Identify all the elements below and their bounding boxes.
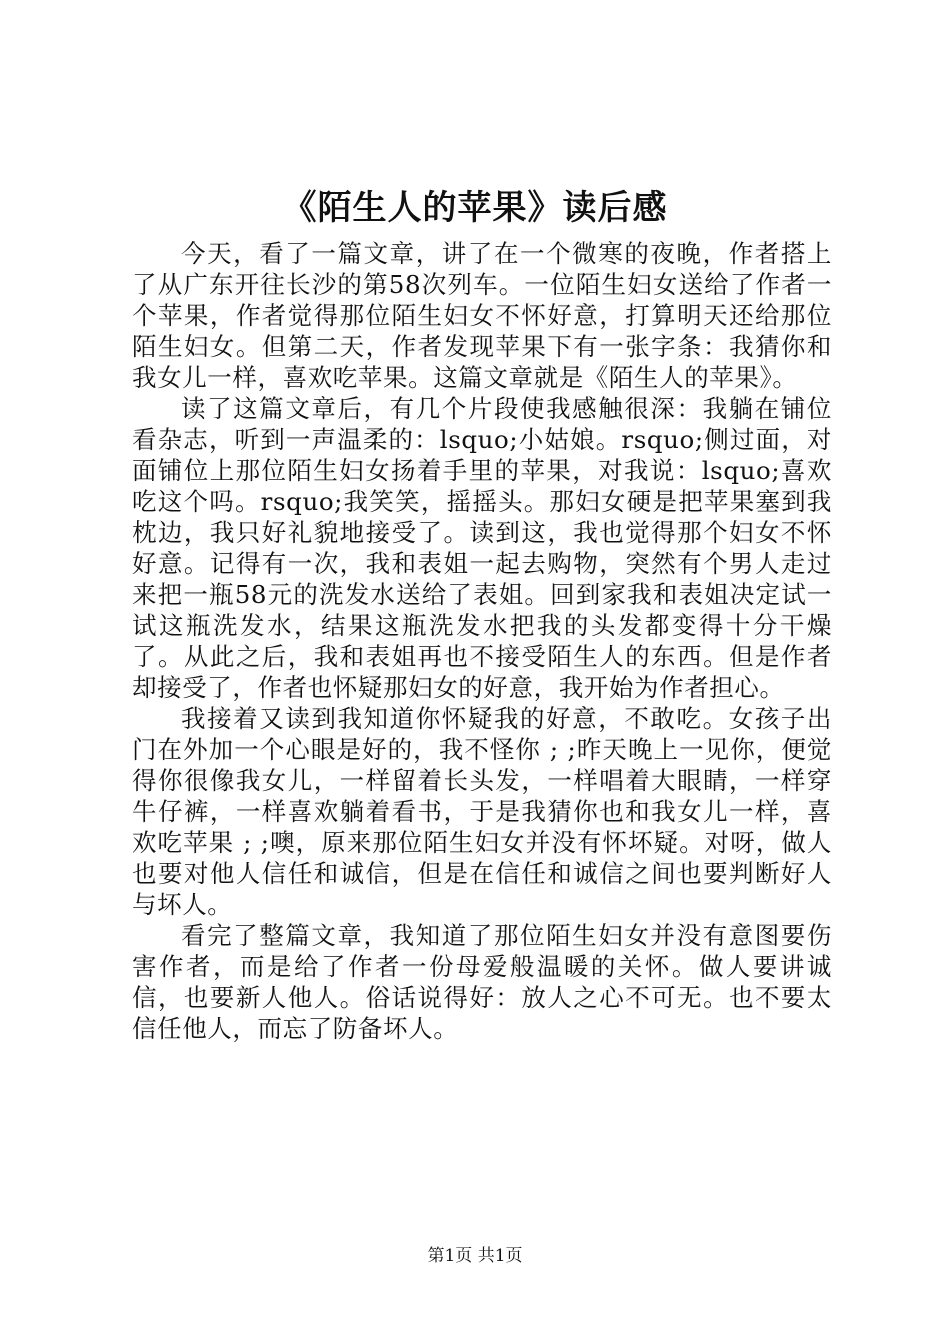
document-title: 《陌生人的苹果》读后感 [282, 188, 668, 228]
paragraph-2: 读了这篇文章后，有几个片段使我感触很深：我躺在铺位看杂志，听到一声温柔的：lsquo;小姑娘。rsquo;侧过面，对面铺位上那位陌生妇女扬着手里的苹果，对我说：lsquo;喜欢吃这个吗。rsquo;我笑笑，摇摇头。那妇女硬是把苹果塞到我枕边，我只好礼貌地接受了。读到这，我也觉得那个妇女不怀好意。记得有一次，我和表姐一起去购物，突然有个男人走过来把一瓶58元的洗发水送给了表姐。回到家我和表姐决定试一试这瓶洗发水，结果这瓶洗发水把我的头发都变得十分干燥了。从此之后，我和表姐再也不接受陌生人的东西。但是作者却接受了，作者也怀疑那妇女的好意，我开始为作者担心。 [132, 394, 832, 702]
paragraph-4: 看完了整篇文章，我知道了那位陌生妇女并没有意图要伤害作者，而是给了作者一份母爱般温暖的关怀。做人要讲诚信，也要新人他人。俗话说得好：放人之心不可无。也不要太信任他人，而忘了防备坏人。 [132, 921, 832, 1043]
document-body [132, 238, 832, 1044]
page-footer: 第1页 共1页 [427, 1246, 523, 1266]
paragraph-3: 我接着又读到我知道你怀疑我的好意，不敢吃。女孩子出门在外加一个心眼是好的，我不怪你 ; ;昨天晚上一见你，便觉得你很像我女儿，一样留着长头发，一样唱着大眼睛，一样穿牛仔裤，一样喜欢躺着看书，于是我猜你也和我女儿一样，喜欢吃苹果 ; ;噢，原来那位陌生妇女并没有怀坏疑。对呀，做人也要对他人信任和诚信，但是在信任和诚信之间也要判断好人与坏人。 [132, 704, 832, 919]
paragraph-1: 今天，看了一篇文章，讲了在一个微寒的夜晚，作者搭上了从广东开往长沙的第58次列车。一位陌生妇女送给了作者一个苹果，作者觉得那位陌生妇女不怀好意，打算明天还给那位陌生妇女。但第二天，作者发现苹果下有一张字条：我猜你和我女儿一样，喜欢吃苹果。这篇文章就是《陌生人的苹果》。 [132, 239, 832, 392]
